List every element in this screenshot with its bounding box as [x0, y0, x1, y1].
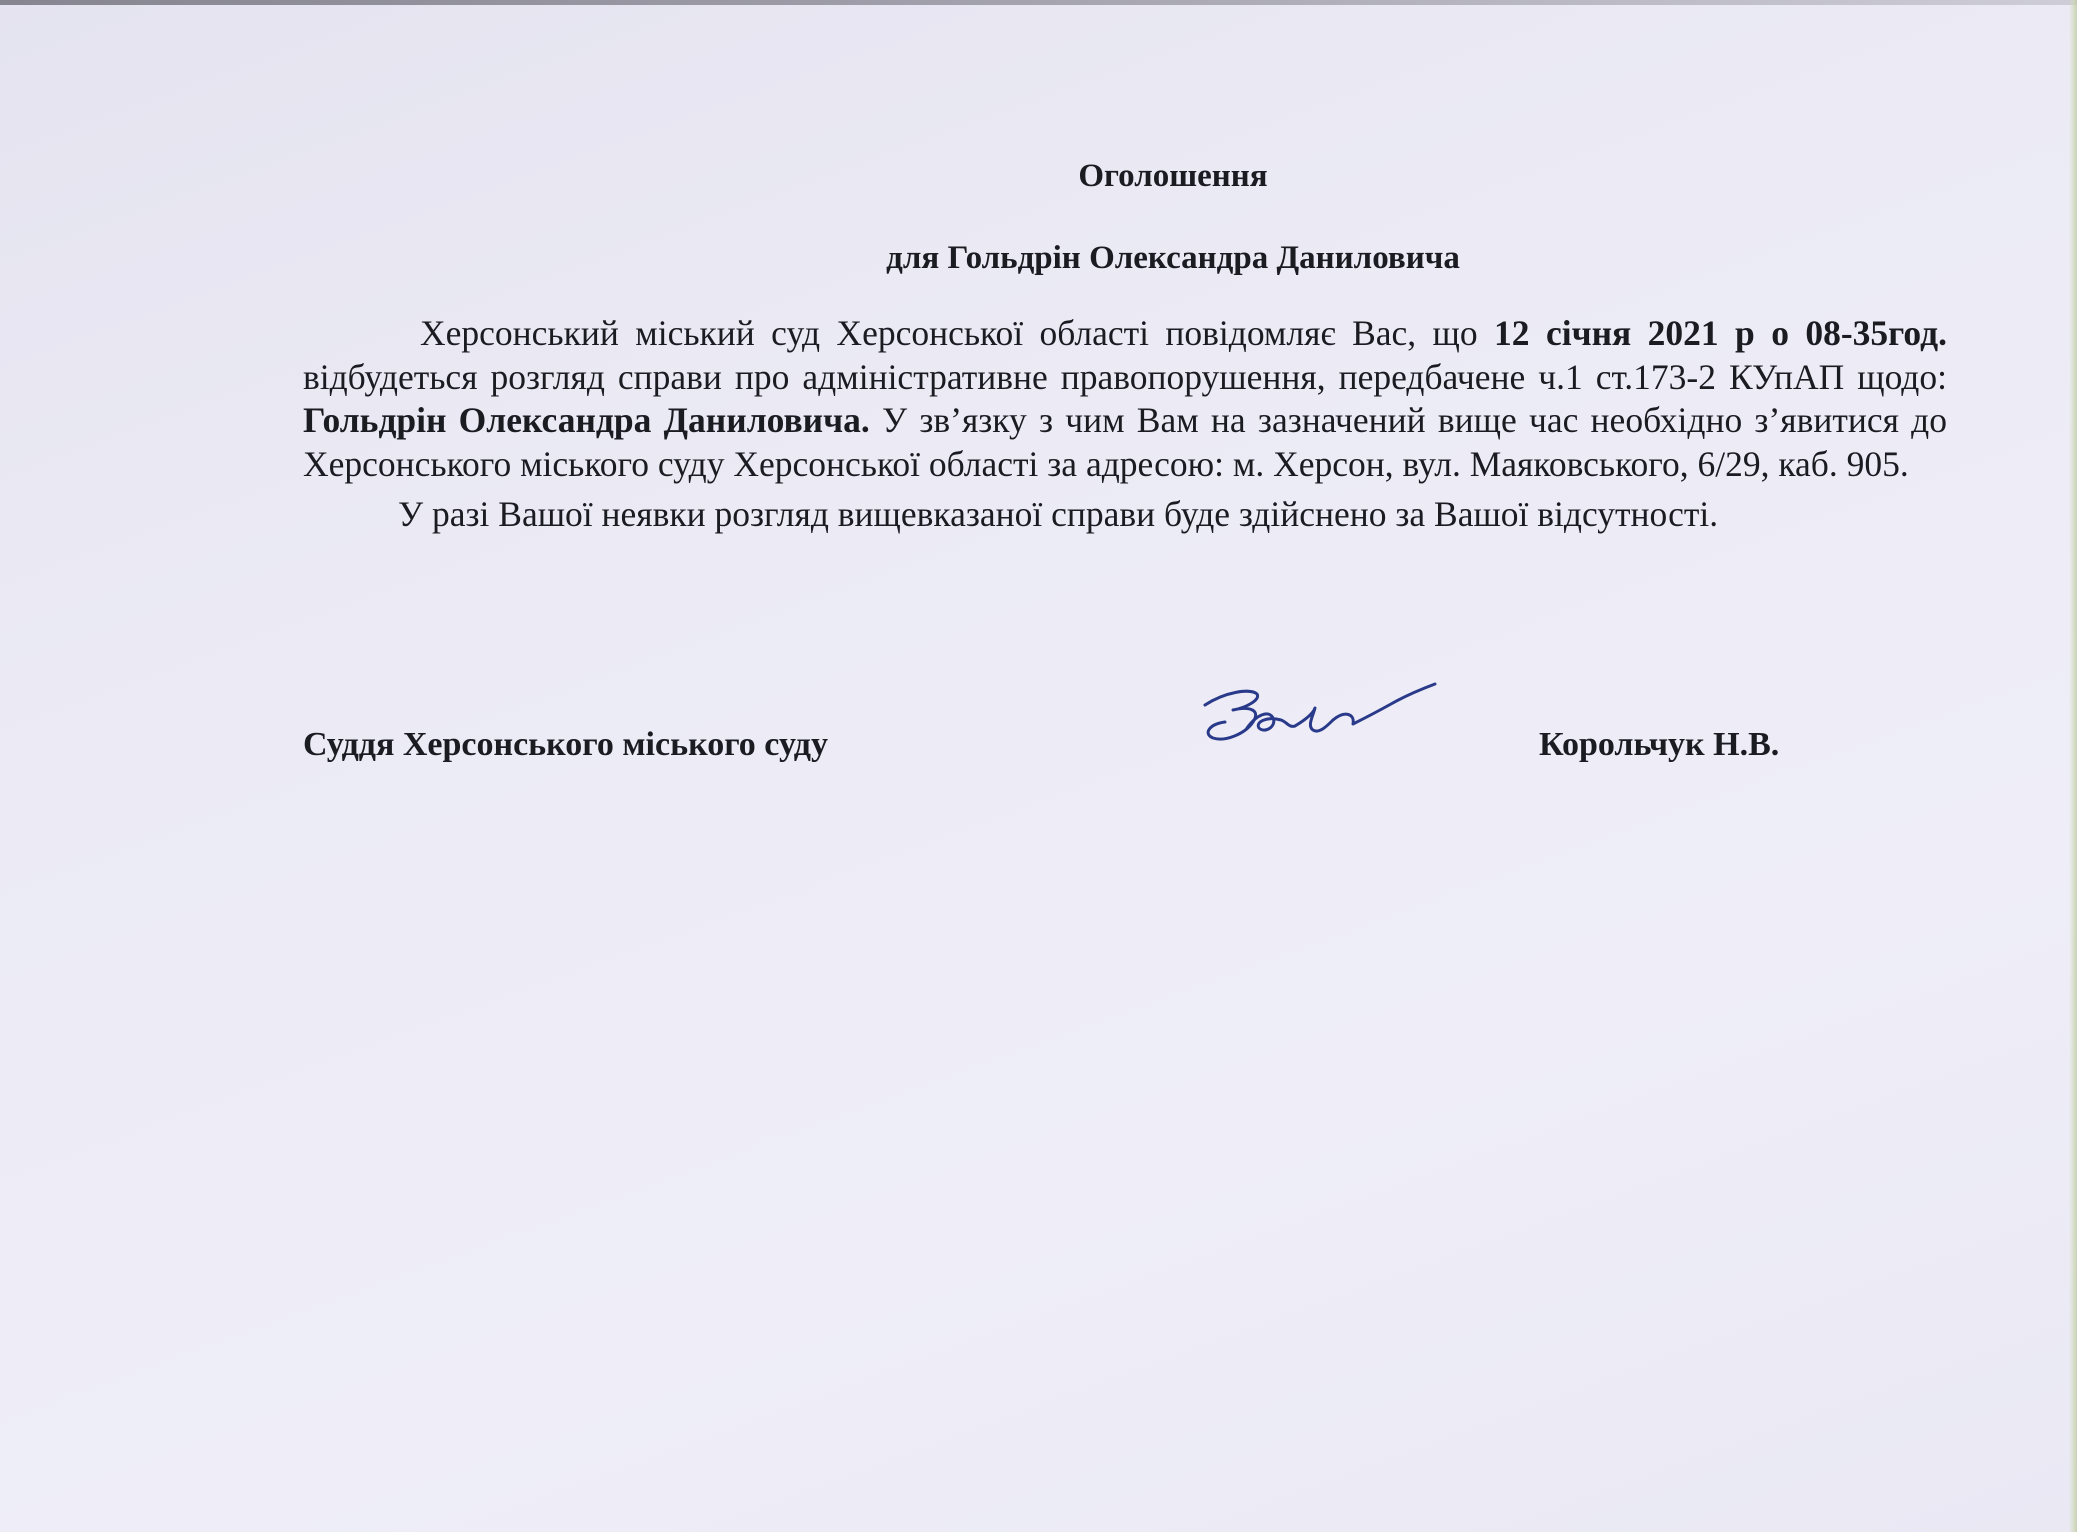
signature-stroke — [1295, 708, 1333, 731]
notice-paragraph — [303, 312, 1947, 486]
signature-stroke — [1205, 691, 1258, 739]
judge-name: Корольчук Н.В. — [1539, 726, 1780, 763]
paper-top-edge — [0, 0, 2077, 5]
hearing-datetime: 12 січня 2021 р о 08-35год. — [1494, 313, 1947, 353]
person-name: Гольдрін Олександра Даниловича. — [303, 400, 870, 440]
notice-intro: Херсонський міський суд Херсонської області повідомляє Вас, що — [420, 313, 1495, 353]
paper-right-edge — [2069, 0, 2077, 1532]
absence-paragraph: У разі Вашої неявки розгляд вищевказаної справи буде здійснено за Вашої відсутності. — [398, 494, 1719, 534]
document-page — [303, 150, 1947, 537]
notice-end: У зв’язку з чим Вам на зазначений вище час необхідно з’явитися до Херсонського міського суду Херсонської області за адресою: м. Херсон, вул. Маяковського, 6/29, каб. 905. — [303, 400, 1947, 484]
addressee-line: для Гольдрін Олександра Даниловича — [886, 240, 1460, 276]
document-title: Оголошення — [1078, 158, 1268, 194]
judge-position: Суддя Херсонського міського суду — [303, 726, 829, 763]
notice-middle: відбудеться розгляд справи про адміністративне правопорушення, передбачене ч.1 ст.173-2 КУпАП щодо: — [303, 356, 1947, 397]
signature-block — [303, 715, 1947, 775]
handwritten-signature — [1195, 680, 1440, 755]
signature-stroke — [1333, 684, 1435, 724]
